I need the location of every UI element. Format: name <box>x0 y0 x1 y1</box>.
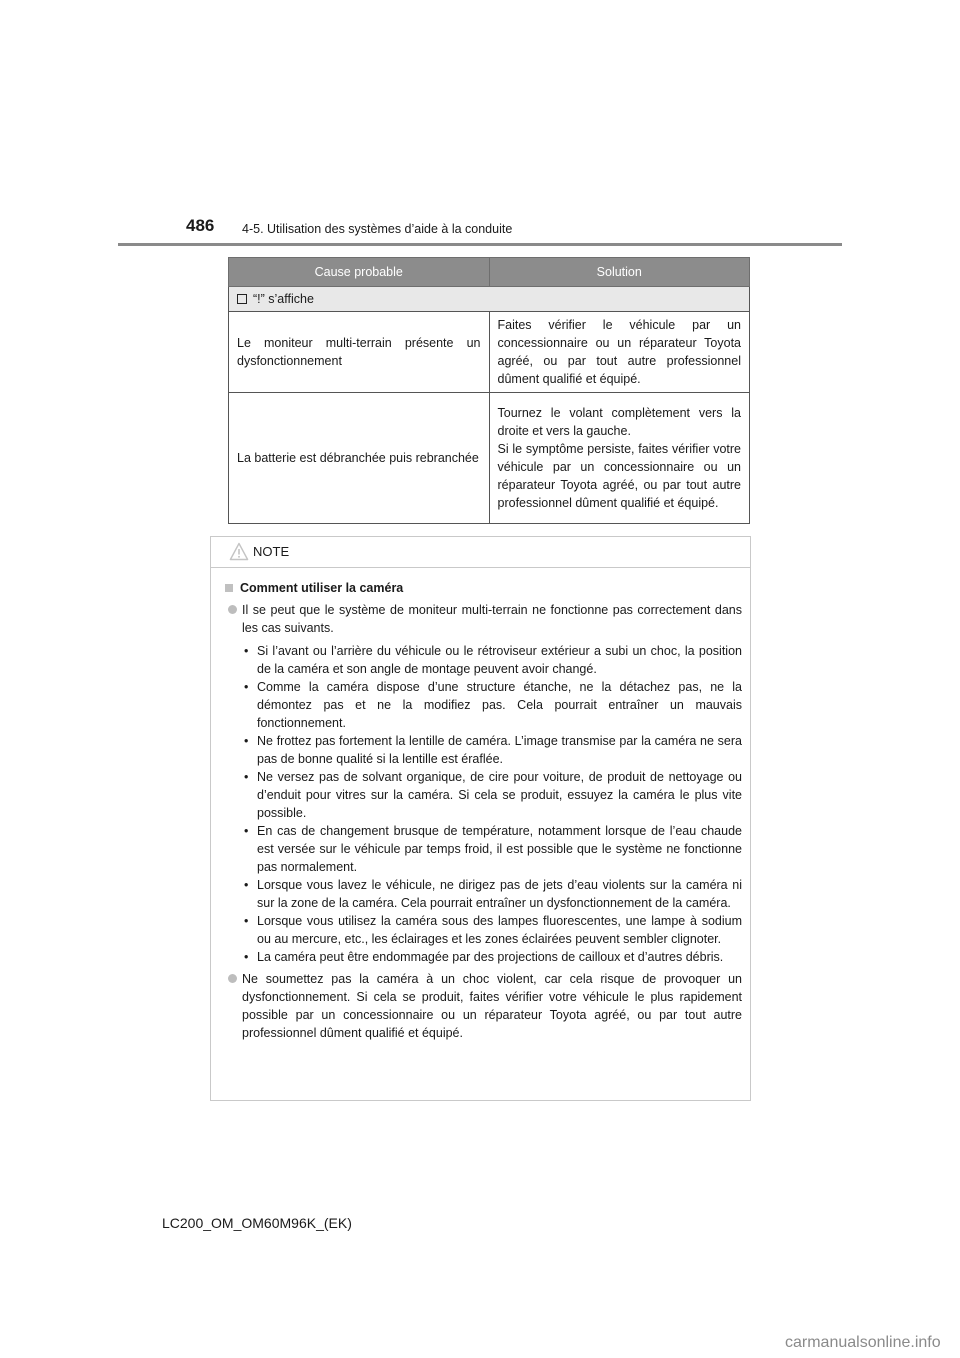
section-title: 4-5. Utilisation des systèmes d’aide à la conduite <box>242 222 513 236</box>
table-section-cell <box>229 287 750 312</box>
note-box <box>210 536 751 1101</box>
table-row <box>229 393 750 524</box>
list-item: • Comme la caméra dispose d’une structure étanche, ne la détachez pas, ne la démontez pas et ne la modifiez pas. Cela pourrait entraîner un mauvais fonctionnement. <box>242 678 742 732</box>
column-header-cause: Cause probable <box>229 258 490 287</box>
note-heading <box>225 579 742 597</box>
note-item <box>225 970 742 1042</box>
solution-cell <box>489 393 750 524</box>
circle-bullet-icon <box>228 605 237 614</box>
warning-triangle-icon <box>229 542 249 561</box>
list-item: • Ne versez pas de solvant organique, de cire pour voiture, de produit de nettoyage ou d’enduit pour vitres sur la caméra. Si cela se produit, essuyez la caméra le plus vite possible. <box>242 768 742 822</box>
note-label: NOTE <box>253 544 290 559</box>
header-rule <box>118 243 842 246</box>
note-item <box>225 601 742 637</box>
solution-line: Si le symptôme persiste, faites vérifier votre véhicule par un concessionnaire ou un réparateur Toyota agréé, ou par tout autre professionnel dûment qualifié et équipé. <box>497 442 741 510</box>
checkbox-icon <box>237 294 247 304</box>
note-bullet-list <box>225 642 742 966</box>
note-header <box>211 537 750 568</box>
section-label: “!” s’affiche <box>253 292 314 306</box>
list-item: • Si l’avant ou l’arrière du véhicule ou le rétroviseur extérieur a subi un choc, la position de la caméra et son angle de montage peuvent avoir changé. <box>242 642 742 678</box>
note-body <box>211 568 750 1042</box>
square-bullet-icon <box>225 584 233 592</box>
list-item: • La caméra peut être endommagée par des projections de cailloux et d’autres débris. <box>242 948 742 966</box>
page-number: 486 <box>186 216 215 235</box>
list-item: • En cas de changement brusque de température, notamment lorsque de l’eau chaude est versée sur le véhicule par temps froid, il est possible que le système ne fonctionne pas normalement. <box>242 822 742 876</box>
document-code: LC200_OM_OM60M96K_(EK) <box>162 1215 352 1231</box>
watermark: carmanualsonline.info <box>785 1334 941 1351</box>
list-item: • Ne frottez pas fortement la lentille de caméra. L’image transmise par la caméra ne sera pas de bonne qualité si la lentille est éraflée. <box>242 732 742 768</box>
list-item: • Lorsque vous lavez le véhicule, ne dirigez pas de jets d’eau violents sur la caméra ni sur la zone de la caméra. Cela pourrait entraîner un dysfonctionnement de la caméra. <box>242 876 742 912</box>
table-section-row <box>229 287 750 312</box>
solution-cell: Faites vérifier le véhicule par un concessionnaire ou un réparateur Toyota agréé, ou par tout autre professionnel dûment qualifié et équipé. <box>489 312 750 393</box>
table-row <box>229 312 750 393</box>
cause-cell: Le moniteur multi-terrain présente un dysfonctionnement <box>229 312 490 393</box>
troubleshooting-table <box>228 257 750 524</box>
note-heading-text: Comment utiliser la caméra <box>240 581 404 595</box>
note-item-text: Ne soumettez pas la caméra à un choc violent, car cela risque de provoquer un dysfonctionnement. Si cela se produit, faites vérifier votre véhicule le plus rapidement possible par un concessionnaire ou un réparateur Toyota agréé, ou par tout autre professionnel dûment qualifié et équipé. <box>242 972 742 1040</box>
table-header-row <box>229 258 750 287</box>
note-item-text: Il se peut que le système de moniteur multi-terrain ne fonctionne pas correctement dans les cas suivants. <box>242 603 742 635</box>
circle-bullet-icon <box>228 974 237 983</box>
list-item: • Lorsque vous utilisez la caméra sous des lampes fluorescentes, une lampe à sodium ou au mercure, etc., les éclairages et les zones éclairées peuvent sembler clignoter. <box>242 912 742 948</box>
solution-line: Tournez le volant complètement vers la droite et vers la gauche. <box>497 406 741 438</box>
cause-cell: La batterie est débranchée puis rebranchée <box>229 393 490 524</box>
column-header-solution: Solution <box>489 258 750 287</box>
